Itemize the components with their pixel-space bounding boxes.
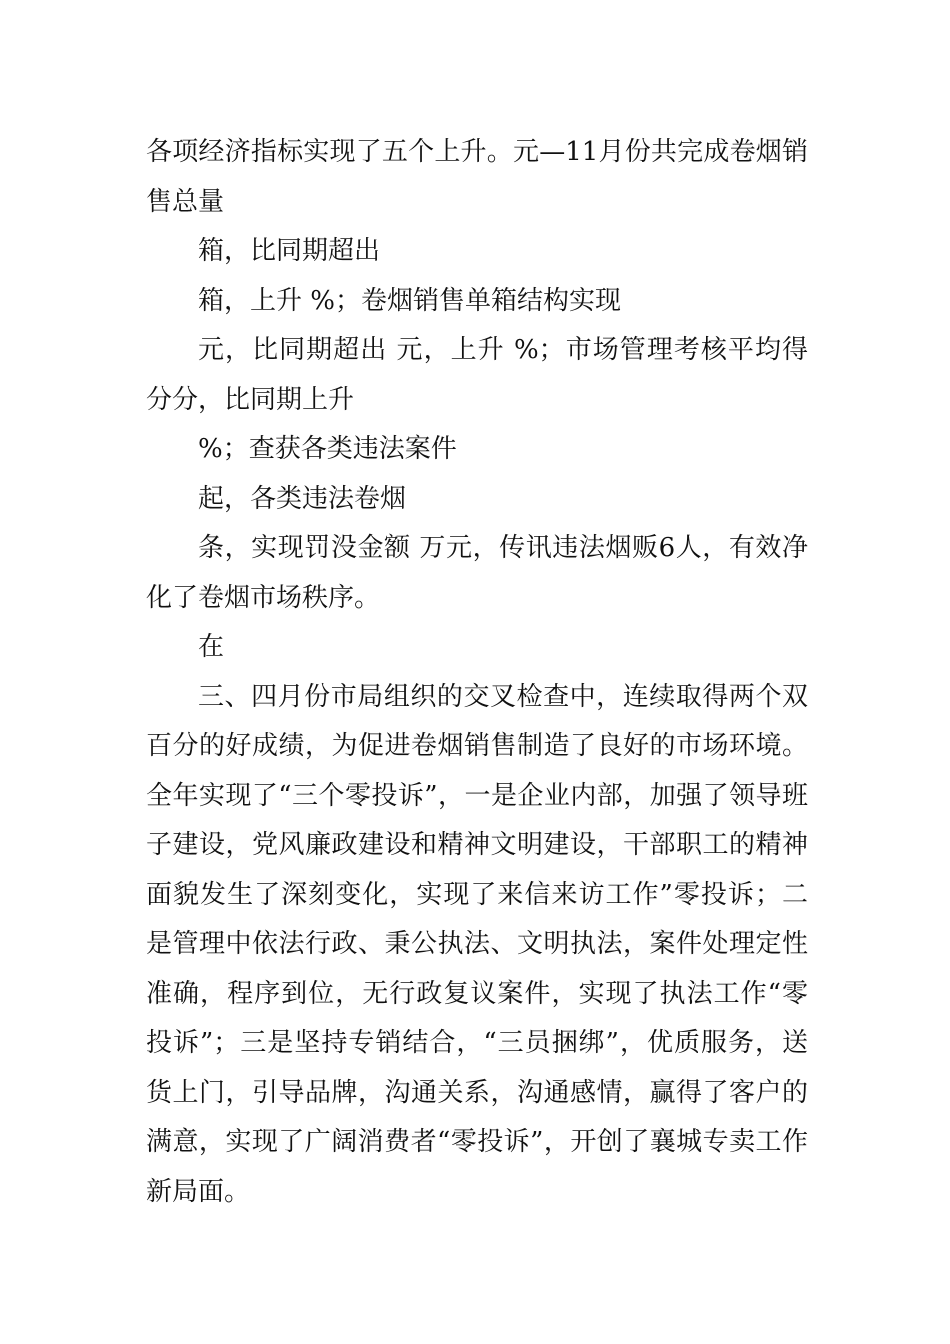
paragraph-2: 箱，比同期超出 bbox=[198, 236, 381, 266]
paragraph-7: 条，实现罚没金额 万元，传讯违法烟贩6人，有效净化了卷烟市场秩序。 bbox=[146, 533, 808, 613]
paragraph-6: 起，各类违法卷烟 bbox=[198, 483, 407, 514]
paragraph-3: 箱，上升 %；卷烟销售单箱结构实现 bbox=[198, 285, 621, 316]
paragraph-4: 元，比同期超出 元，上升 %；市场管理考核平均得分分，比同期上升 bbox=[146, 335, 808, 415]
body-text bbox=[146, 128, 808, 1217]
paragraph-9: 三、四月份市局组织的交叉检查中，连续取得两个双百分的好成绩，为促进卷烟销售制造了良好的市场环境。全年实现了“三个零投诉”，一是企业内部，加强了领导班子建设，党风廉政建设和精神文明建设，干部职工的精神面貌发生了深刻变化，实现了来信来访工作”零投诉；二是管理中依法行政、秉公执法、文明执法，案件处理定性准确，程序到位，无行政复议案件，实现了执法工作“零投诉”；三是坚持专销结合，“三员捆绑”，优质服务，送货上门，引导品牌，沟通关系，沟通感情，赢得了客户的满意，实现了广阔消费者“零投诉”，开创了襄城专卖工作新局面。 bbox=[146, 681, 808, 1207]
paragraph-5: %；查获各类违法案件 bbox=[198, 434, 457, 464]
paragraph-8: 在 bbox=[198, 632, 225, 662]
paragraph-1: 各项经济指标实现了五个上升。元—11月份共完成卷烟销售总量 bbox=[146, 137, 808, 217]
